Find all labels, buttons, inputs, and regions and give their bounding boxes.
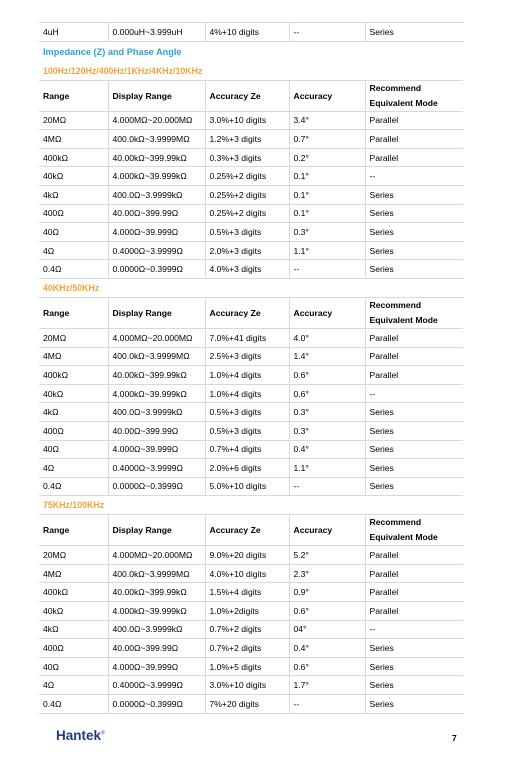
range-cell: 40kΩ [39,384,108,403]
display-range-cell: 4.000kΩ~39.999kΩ [108,384,205,403]
frequency-title: 40KHz/50KHz [43,282,100,293]
frequency-title: 100Hz/120Hz/400Hz/1KHz/4KHz/10KHz [43,65,203,76]
range-cell: 400kΩ [39,366,108,385]
recommend-mode-header [365,80,463,111]
accuracy-ze-cell: 0.5%+3 digits [205,421,289,440]
range-cell: 4MΩ [39,130,108,149]
table-row [39,167,463,186]
table-row [39,657,463,676]
accuracy-ze-cell: 3.0%+10 digits [205,111,289,130]
display-range-cell: 4.000Ω~39.999Ω [108,440,205,459]
range-header: Range [39,80,108,111]
accuracy-header: Accuracy [289,80,365,111]
accuracy-ze-cell: 7.0%+41 digits [205,328,289,347]
range-cell: 400Ω [39,421,108,440]
display-range-cell: 40.00Ω~399.99Ω [108,204,205,223]
accuracy-cell: 1.1° [289,241,365,260]
brand-text: Hantek [56,728,102,743]
display-range-cell: 0.0000Ω~0.3999Ω [108,260,205,279]
mode-cell: Series [365,23,463,42]
accuracy-header: Accuracy [289,297,365,328]
mode-cell: Parallel [365,111,463,130]
mode-cell: Parallel [365,130,463,149]
table-row [39,440,463,459]
table-row [39,602,463,621]
range-cell: 40Ω [39,440,108,459]
range-cell: 40kΩ [39,167,108,186]
display-range-cell: 400.0Ω~3.9999kΩ [108,620,205,639]
mode-cell: Parallel [365,583,463,602]
accuracy-cell: 1.4° [289,347,365,366]
range-cell: 4uH [39,23,108,42]
accuracy-cell: 0.6° [289,602,365,621]
mode-cell: Series [365,639,463,658]
accuracy-cell: 2.3° [289,564,365,583]
table-row [39,477,463,496]
range-cell: 0.4Ω [39,695,108,714]
table-row [39,223,463,242]
table-row [39,111,463,130]
mode-cell: Series [365,459,463,478]
accuracy-cell: 0.3° [289,223,365,242]
display-range-cell: 0.0000Ω~0.3999Ω [108,477,205,496]
accuracy-ze-cell: 9.0%+20 digits [205,546,289,565]
display-range-cell: 0.4000Ω~3.9999Ω [108,459,205,478]
accuracy-cell: 0.6° [289,366,365,385]
table-row [39,185,463,204]
range-cell: 400kΩ [39,583,108,602]
display-range-cell: 40.00Ω~399.99Ω [108,639,205,658]
accuracy-ze-cell: 4.0%+10 digits [205,564,289,583]
accuracy-ze-cell: 1.0%+4 digits [205,366,289,385]
top-row-table [39,22,463,42]
range-cell: 40Ω [39,657,108,676]
accuracy-cell: 5.2° [289,546,365,565]
accuracy-cell: 04° [289,620,365,639]
display-range-cell: 0.4000Ω~3.9999Ω [108,241,205,260]
accuracy-ze-cell: 0.25%+2 digits [205,185,289,204]
mode-cell: Series [365,403,463,422]
accuracy-ze-cell: 2.5%+3 digits [205,347,289,366]
mode-cell: Series [365,185,463,204]
display-range-header: Display Range [108,80,205,111]
accuracy-ze-cell: 0.7%+2 digits [205,620,289,639]
mode-cell: Parallel [365,347,463,366]
accuracy-cell: 0.9° [289,583,365,602]
accuracy-ze-header: Accuracy Ze [205,515,289,546]
equivalent-mode-label: Equivalent Mode [369,532,438,543]
mode-cell: Series [365,260,463,279]
table-row [39,459,463,478]
mode-cell: Series [365,223,463,242]
accuracy-cell: 0.4° [289,440,365,459]
range-cell: 0.4Ω [39,477,108,496]
table-row [39,328,463,347]
registered-mark: ® [101,730,105,737]
table-row [39,204,463,223]
display-range-cell: 40.00Ω~399.99Ω [108,421,205,440]
display-range-cell: 400.0kΩ~3.9999MΩ [108,347,205,366]
accuracy-cell: 1.7° [289,676,365,695]
accuracy-cell: 4.0° [289,328,365,347]
accuracy-ze-header: Accuracy Ze [205,80,289,111]
accuracy-ze-cell: 0.3%+3 digits [205,148,289,167]
range-cell: 20MΩ [39,328,108,347]
range-cell: 4kΩ [39,620,108,639]
accuracy-cell: -- [289,477,365,496]
display-range-header: Display Range [108,515,205,546]
accuracy-cell: -- [289,23,365,42]
accuracy-ze-cell: 1.0%+4 digits [205,384,289,403]
range-cell: 400Ω [39,204,108,223]
header-row [39,80,463,111]
accuracy-cell: 0.6° [289,657,365,676]
mode-cell: Parallel [365,366,463,385]
table-row [39,695,463,714]
accuracy-cell: 0.3° [289,403,365,422]
table-row [39,639,463,658]
table-row [39,564,463,583]
frequency-title: 75KHz/100KHz [43,500,105,511]
hantek-logo [56,728,105,743]
accuracy-cell: 0.1° [289,204,365,223]
groups-container [39,62,463,714]
table-row [39,583,463,602]
display-range-cell: 0.0000Ω~0.3999Ω [108,695,205,714]
table-row [39,148,463,167]
table-row [39,421,463,440]
header-row [39,515,463,546]
accuracy-ze-header: Accuracy Ze [205,297,289,328]
range-cell: 4kΩ [39,403,108,422]
range-cell: 40kΩ [39,602,108,621]
accuracy-ze-cell: 5.0%+10 digits [205,477,289,496]
accuracy-cell: 3.4° [289,111,365,130]
recommend-mode-header [365,515,463,546]
range-cell: 4Ω [39,676,108,695]
spec-table [39,514,463,713]
mode-cell: Series [365,440,463,459]
table-row [39,403,463,422]
accuracy-ze-cell: 1.0%+2digits [205,602,289,621]
display-range-cell: 4.000MΩ~20.000MΩ [108,111,205,130]
range-header: Range [39,297,108,328]
accuracy-cell: 0.1° [289,185,365,204]
accuracy-ze-cell: 0.7%+2 digits [205,639,289,658]
accuracy-ze-cell: 1.5%+4 digits [205,583,289,602]
mode-cell: Parallel [365,148,463,167]
accuracy-ze-cell: 1.0%+5 digits [205,657,289,676]
display-range-cell: 400.0kΩ~3.9999MΩ [108,130,205,149]
display-range-cell: 400.0Ω~3.9999kΩ [108,403,205,422]
equivalent-mode-label: Equivalent Mode [369,97,438,108]
display-range-cell: 4.000Ω~39.999Ω [108,223,205,242]
mode-cell: Series [365,657,463,676]
range-cell: 4Ω [39,459,108,478]
table-row [39,546,463,565]
range-cell: 4Ω [39,241,108,260]
range-cell: 20MΩ [39,546,108,565]
equivalent-mode-label: Equivalent Mode [369,314,438,325]
accuracy-cell: 0.2° [289,148,365,167]
accuracy-ze-cell: 7%+20 digits [205,695,289,714]
display-range-header: Display Range [108,297,205,328]
mode-cell: Series [365,695,463,714]
mode-cell: Series [365,676,463,695]
range-cell: 400Ω [39,639,108,658]
table-row [39,260,463,279]
range-cell: 40Ω [39,223,108,242]
display-range-cell: 400.0Ω~3.9999kΩ [108,185,205,204]
accuracy-cell: -- [289,695,365,714]
accuracy-header: Accuracy [289,515,365,546]
mode-cell: Parallel [365,602,463,621]
mode-cell: -- [365,384,463,403]
display-range-cell: 0.000uH~3.999uH [108,23,205,42]
spec-content [39,22,463,714]
accuracy-cell: 0.4° [289,639,365,658]
display-range-cell: 4.000kΩ~39.999kΩ [108,602,205,621]
mode-cell: -- [365,620,463,639]
mode-cell: Parallel [365,564,463,583]
mode-cell: Series [365,421,463,440]
accuracy-ze-cell: 4%+10 digits [205,23,289,42]
spec-table [39,297,463,496]
mode-cell: Series [365,204,463,223]
range-cell: 4kΩ [39,185,108,204]
mode-cell: Series [365,477,463,496]
accuracy-cell: 0.7° [289,130,365,149]
mode-cell: Parallel [365,546,463,565]
display-range-cell: 4.000MΩ~20.000MΩ [108,546,205,565]
table-row [39,347,463,366]
table-row [39,23,463,42]
accuracy-ze-cell: 2.0%+6 digits [205,459,289,478]
table-row [39,384,463,403]
accuracy-ze-cell: 3.0%+10 digits [205,676,289,695]
accuracy-ze-cell: 0.5%+3 digits [205,223,289,242]
recommend-label: Recommend [369,517,422,528]
table-row [39,130,463,149]
range-cell: 4MΩ [39,347,108,366]
accuracy-ze-cell: 0.7%+4 digits [205,440,289,459]
display-range-cell: 40.00kΩ~399.99kΩ [108,366,205,385]
display-range-cell: 4.000kΩ~39.999kΩ [108,167,205,186]
accuracy-ze-cell: 0.25%+2 digits [205,204,289,223]
section-title: Impedance (Z) and Phase Angle [43,46,182,57]
range-cell: 0.4Ω [39,260,108,279]
accuracy-cell: 0.1° [289,167,365,186]
accuracy-ze-cell: 0.25%+2 digits [205,167,289,186]
header-row [39,297,463,328]
accuracy-cell: 0.3° [289,421,365,440]
range-cell: 20MΩ [39,111,108,130]
mode-cell: Series [365,241,463,260]
accuracy-ze-cell: 2.0%+3 digits [205,241,289,260]
display-range-cell: 40.00kΩ~399.99kΩ [108,583,205,602]
accuracy-ze-cell: 0.5%+3 digits [205,403,289,422]
accuracy-cell: 1.1° [289,459,365,478]
spec-table [39,80,463,279]
display-range-cell: 4.000MΩ~20.000MΩ [108,328,205,347]
accuracy-ze-cell: 4.0%+3 digits [205,260,289,279]
table-row [39,366,463,385]
display-range-cell: 0.4000Ω~3.9999Ω [108,676,205,695]
table-row [39,676,463,695]
range-cell: 4MΩ [39,564,108,583]
recommend-mode-header [365,297,463,328]
recommend-label: Recommend [369,299,422,310]
display-range-cell: 400.0kΩ~3.9999MΩ [108,564,205,583]
accuracy-ze-cell: 1.2%+3 digits [205,130,289,149]
range-cell: 400kΩ [39,148,108,167]
display-range-cell: 4.000Ω~39.999Ω [108,657,205,676]
display-range-cell: 40.00kΩ~399.99kΩ [108,148,205,167]
mode-cell: -- [365,167,463,186]
accuracy-cell: 0.6° [289,384,365,403]
mode-cell: Parallel [365,328,463,347]
recommend-label: Recommend [369,82,422,93]
table-row [39,620,463,639]
page-number: 7 [452,733,457,743]
table-row [39,241,463,260]
accuracy-cell: -- [289,260,365,279]
range-header: Range [39,515,108,546]
